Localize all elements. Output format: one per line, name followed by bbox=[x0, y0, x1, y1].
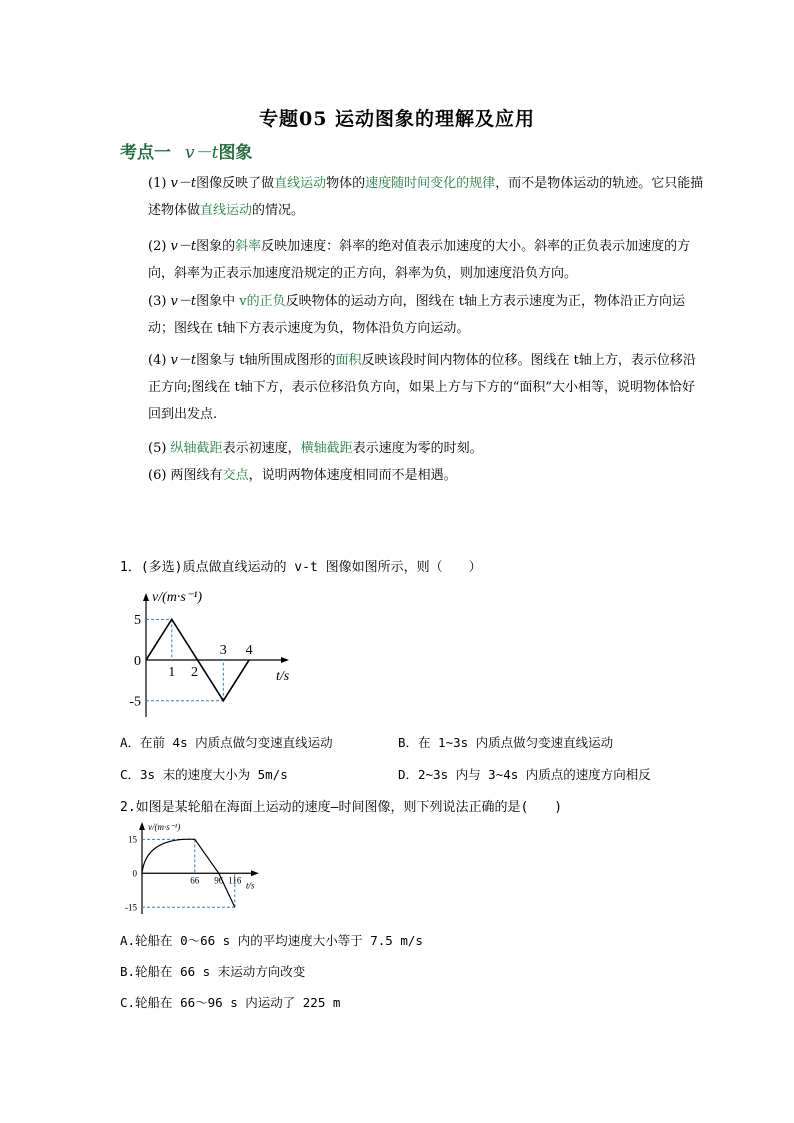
point-text: 表示速度为零的时刻。 bbox=[352, 441, 483, 456]
question-1-stem: 1．(多选)质点做直线运动的 v-t 图像如图所示，则（ ） bbox=[120, 560, 482, 575]
q1-option-a[interactable]: A．在前 4s 内质点做匀变速直线运动 bbox=[120, 735, 333, 750]
y-tick-label: 0 bbox=[134, 653, 141, 669]
point-2 bbox=[120, 233, 708, 287]
section-heading bbox=[120, 138, 252, 163]
point-number: (1) bbox=[148, 176, 171, 191]
highlight-term: 斜率 bbox=[235, 239, 262, 254]
point-1 bbox=[120, 170, 708, 224]
point-text: 物体的 bbox=[326, 176, 366, 191]
highlight-term: 面积 bbox=[335, 353, 362, 368]
q1-option-c[interactable]: C．3s 末的速度大小为 5m/s bbox=[120, 767, 288, 782]
point-text: 反映该段时间内物体的位移。图线在 t轴上方，表示位移沿正方向;图线在 t轴下方，表示位移沿负方向，如果上方与下方的“面积”大小相等，说明物体恰好回到出发点. bbox=[148, 353, 696, 422]
y-tick-label: -15 bbox=[125, 902, 137, 913]
point-6 bbox=[120, 462, 708, 489]
x-tick-label: 96 bbox=[214, 875, 224, 886]
point-text: ，说明两物体速度相同而不是相遇。 bbox=[248, 468, 457, 483]
x-axis-arrow bbox=[251, 870, 259, 876]
y-axis-label: v/(m·s⁻¹) bbox=[148, 822, 181, 832]
point-text: 的情况。 bbox=[252, 203, 305, 218]
x-tick-label: 1 bbox=[168, 665, 176, 681]
y-axis-arrow bbox=[139, 822, 145, 830]
question-2-stem: 2.如图是某轮船在海面上运动的速度—时间图像，则下列说法正确的是( ) bbox=[120, 800, 563, 815]
point-text: 反映物体的运动方向，图线在 t轴上方表示速度为正，物体沿正方向运动；图线在 t轴下方表示速度为负，物体沿负方向运动。 bbox=[148, 294, 685, 336]
point-text: 图象与 t轴所围成图形的 bbox=[196, 353, 336, 368]
highlight-term: 速度随时间变化的规律 bbox=[365, 176, 496, 191]
y-axis-label: v/(m·s⁻¹) bbox=[152, 590, 203, 605]
x-tick-label: 66 bbox=[190, 875, 200, 886]
q2-option-a[interactable]: A.轮船在 0～66 s 内的平均速度大小等于 7.5 m/s bbox=[120, 933, 423, 948]
point-text: 表示初速度， bbox=[222, 441, 301, 456]
point-text: v－t bbox=[170, 353, 197, 368]
point-text: ，而不是物体运动的轨迹。它只能描述物体做 bbox=[148, 176, 704, 218]
point-text: v－t bbox=[170, 176, 197, 191]
q1-option-d[interactable]: D．2~3s 内与 3~4s 内质点的速度方向相反 bbox=[398, 767, 651, 782]
point-text: 图象的 bbox=[196, 239, 236, 254]
highlight-term: 交点 bbox=[222, 468, 249, 483]
x-tick-label: 4 bbox=[245, 643, 253, 659]
y-axis-arrow bbox=[143, 593, 149, 601]
highlight-term: v的正负 bbox=[239, 294, 286, 309]
x-axis-arrow bbox=[281, 657, 289, 663]
q2-option-b[interactable]: B.轮船在 66 s 末运动方向改变 bbox=[120, 964, 306, 979]
point-text: v－t bbox=[170, 239, 197, 254]
point-text: 图象中 bbox=[196, 294, 240, 309]
highlight-term: 横轴截距 bbox=[300, 441, 353, 456]
chart-1 bbox=[130, 583, 290, 723]
section-suffix: 图象 bbox=[218, 143, 253, 163]
point-number: (6) bbox=[148, 468, 171, 483]
highlight-term: 直线运动 bbox=[274, 176, 327, 191]
highlight-term: 纵轴截距 bbox=[170, 441, 223, 456]
q1-option-b[interactable]: B．在 1~3s 内质点做匀变速直线运动 bbox=[398, 735, 614, 750]
point-number: (5) bbox=[148, 441, 171, 456]
point-text: 图像反映了做 bbox=[196, 176, 275, 191]
x-tick-label: 116 bbox=[228, 875, 242, 886]
point-5 bbox=[120, 435, 708, 462]
section-variable: v－t bbox=[185, 143, 219, 163]
point-text: 两图线有 bbox=[170, 468, 223, 483]
y-tick-label: 15 bbox=[128, 834, 137, 845]
point-number: (4) bbox=[148, 353, 171, 368]
x-axis-label: t/s bbox=[246, 880, 255, 891]
point-number: (2) bbox=[148, 239, 171, 254]
point-text: v－t bbox=[170, 294, 197, 309]
highlight-term: 直线运动 bbox=[200, 203, 253, 218]
point-number: (3) bbox=[148, 294, 171, 309]
q2-option-c[interactable]: C.轮船在 66～96 s 内运动了 225 m bbox=[120, 995, 341, 1010]
page-title: 专题05 运动图象的理解及应用 bbox=[258, 108, 536, 130]
section-label: 考点一 bbox=[120, 143, 171, 163]
x-tick-label: 3 bbox=[219, 643, 227, 659]
point-4 bbox=[120, 347, 708, 428]
y-tick-label: -5 bbox=[129, 694, 141, 710]
point-3 bbox=[120, 288, 708, 342]
x-tick-label: 2 bbox=[191, 665, 199, 681]
x-axis-label: t/s bbox=[276, 669, 290, 685]
chart-2 bbox=[120, 818, 260, 918]
y-tick-label: 5 bbox=[134, 613, 141, 629]
point-text: 反映加速度：斜率的绝对值表示加速度的大小。斜率的正负表示加速度的方向，斜率为正表示加速度沿规定的正方向，斜率为负，则加速度沿负方向。 bbox=[148, 239, 691, 281]
y-tick-label: 0 bbox=[132, 868, 137, 879]
